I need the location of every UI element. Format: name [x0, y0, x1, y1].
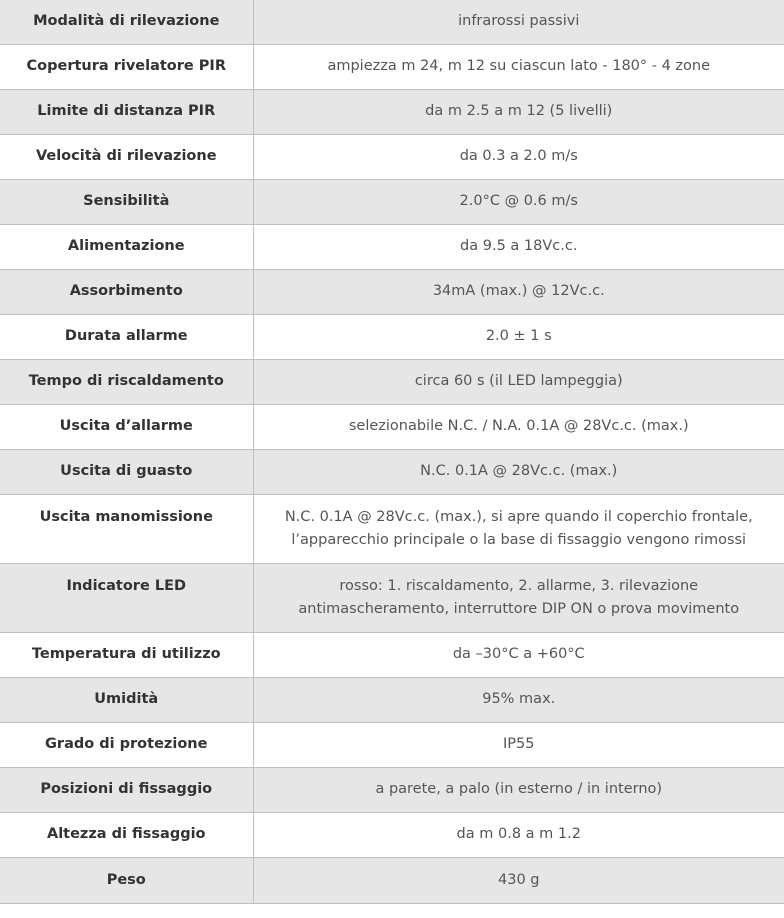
spec-value: circa 60 s (il LED lampeggia) [253, 359, 784, 404]
spec-row-fault-output [0, 449, 784, 494]
spec-row-protection-rating [0, 722, 784, 767]
spec-row-mounting-positions [0, 767, 784, 812]
spec-row-alarm-duration [0, 314, 784, 359]
spec-value: da m 0.8 a m 1.2 [253, 812, 784, 857]
spec-value: 2.0 ± 1 s [253, 314, 784, 359]
spec-label: Uscita manomissione [0, 494, 253, 563]
spec-row-pir-coverage [0, 44, 784, 89]
spec-value: N.C. 0.1A @ 28Vc.c. (max.), si apre quando il coperchio frontale, l’apparecchio principale o la base di fissaggio vengono rimossi [253, 494, 784, 563]
spec-label: Indicatore LED [0, 563, 253, 632]
spec-row-led-indicator [0, 563, 784, 632]
spec-label: Alimentazione [0, 224, 253, 269]
spec-row-detection-mode [0, 0, 784, 44]
spec-value: ampiezza m 24, m 12 su ciascun lato - 180° - 4 zone [253, 44, 784, 89]
spec-row-pir-distance [0, 89, 784, 134]
spec-label: Durata allarme [0, 314, 253, 359]
spec-row-alarm-output [0, 404, 784, 449]
spec-label: Assorbimento [0, 269, 253, 314]
spec-value: da 9.5 a 18Vc.c. [253, 224, 784, 269]
spec-label: Modalità di rilevazione [0, 0, 253, 44]
spec-label: Posizioni di fissaggio [0, 767, 253, 812]
spec-value: IP55 [253, 722, 784, 767]
spec-row-power-supply [0, 224, 784, 269]
spec-row-weight [0, 857, 784, 903]
spec-value: 34mA (max.) @ 12Vc.c. [253, 269, 784, 314]
spec-value: da 0.3 a 2.0 m/s [253, 134, 784, 179]
spec-row-operating-temperature [0, 632, 784, 677]
spec-value: da –30°C a +60°C [253, 632, 784, 677]
spec-label: Grado di protezione [0, 722, 253, 767]
spec-row-detection-speed [0, 134, 784, 179]
spec-row-sensitivity [0, 179, 784, 224]
spec-label: Temperatura di utilizzo [0, 632, 253, 677]
spec-label: Peso [0, 857, 253, 903]
spec-value: da m 2.5 a m 12 (5 livelli) [253, 89, 784, 134]
spec-label: Tempo di riscaldamento [0, 359, 253, 404]
spec-label: Sensibilità [0, 179, 253, 224]
spec-label: Umidità [0, 677, 253, 722]
spec-row-current-draw [0, 269, 784, 314]
spec-row-humidity [0, 677, 784, 722]
spec-value: N.C. 0.1A @ 28Vc.c. (max.) [253, 449, 784, 494]
spec-row-tamper-output [0, 494, 784, 563]
spec-value: 95% max. [253, 677, 784, 722]
spec-label: Copertura rivelatore PIR [0, 44, 253, 89]
spec-label: Velocità di rilevazione [0, 134, 253, 179]
spec-value: selezionabile N.C. / N.A. 0.1A @ 28Vc.c. (max.) [253, 404, 784, 449]
spec-value: 2.0°C @ 0.6 m/s [253, 179, 784, 224]
spec-value: rosso: 1. riscaldamento, 2. allarme, 3. rilevazione antimascheramento, interruttore DIP ON o prova movimento [253, 563, 784, 632]
spec-row-mounting-height [0, 812, 784, 857]
spec-value: infrarossi passivi [253, 0, 784, 44]
spec-row-warm-up-time [0, 359, 784, 404]
spec-value: a parete, a palo (in esterno / in interno) [253, 767, 784, 812]
spec-value: 430 g [253, 857, 784, 903]
spec-label: Altezza di fissaggio [0, 812, 253, 857]
spec-label: Limite di distanza PIR [0, 89, 253, 134]
spec-label: Uscita di guasto [0, 449, 253, 494]
spec-label: Uscita d’allarme [0, 404, 253, 449]
